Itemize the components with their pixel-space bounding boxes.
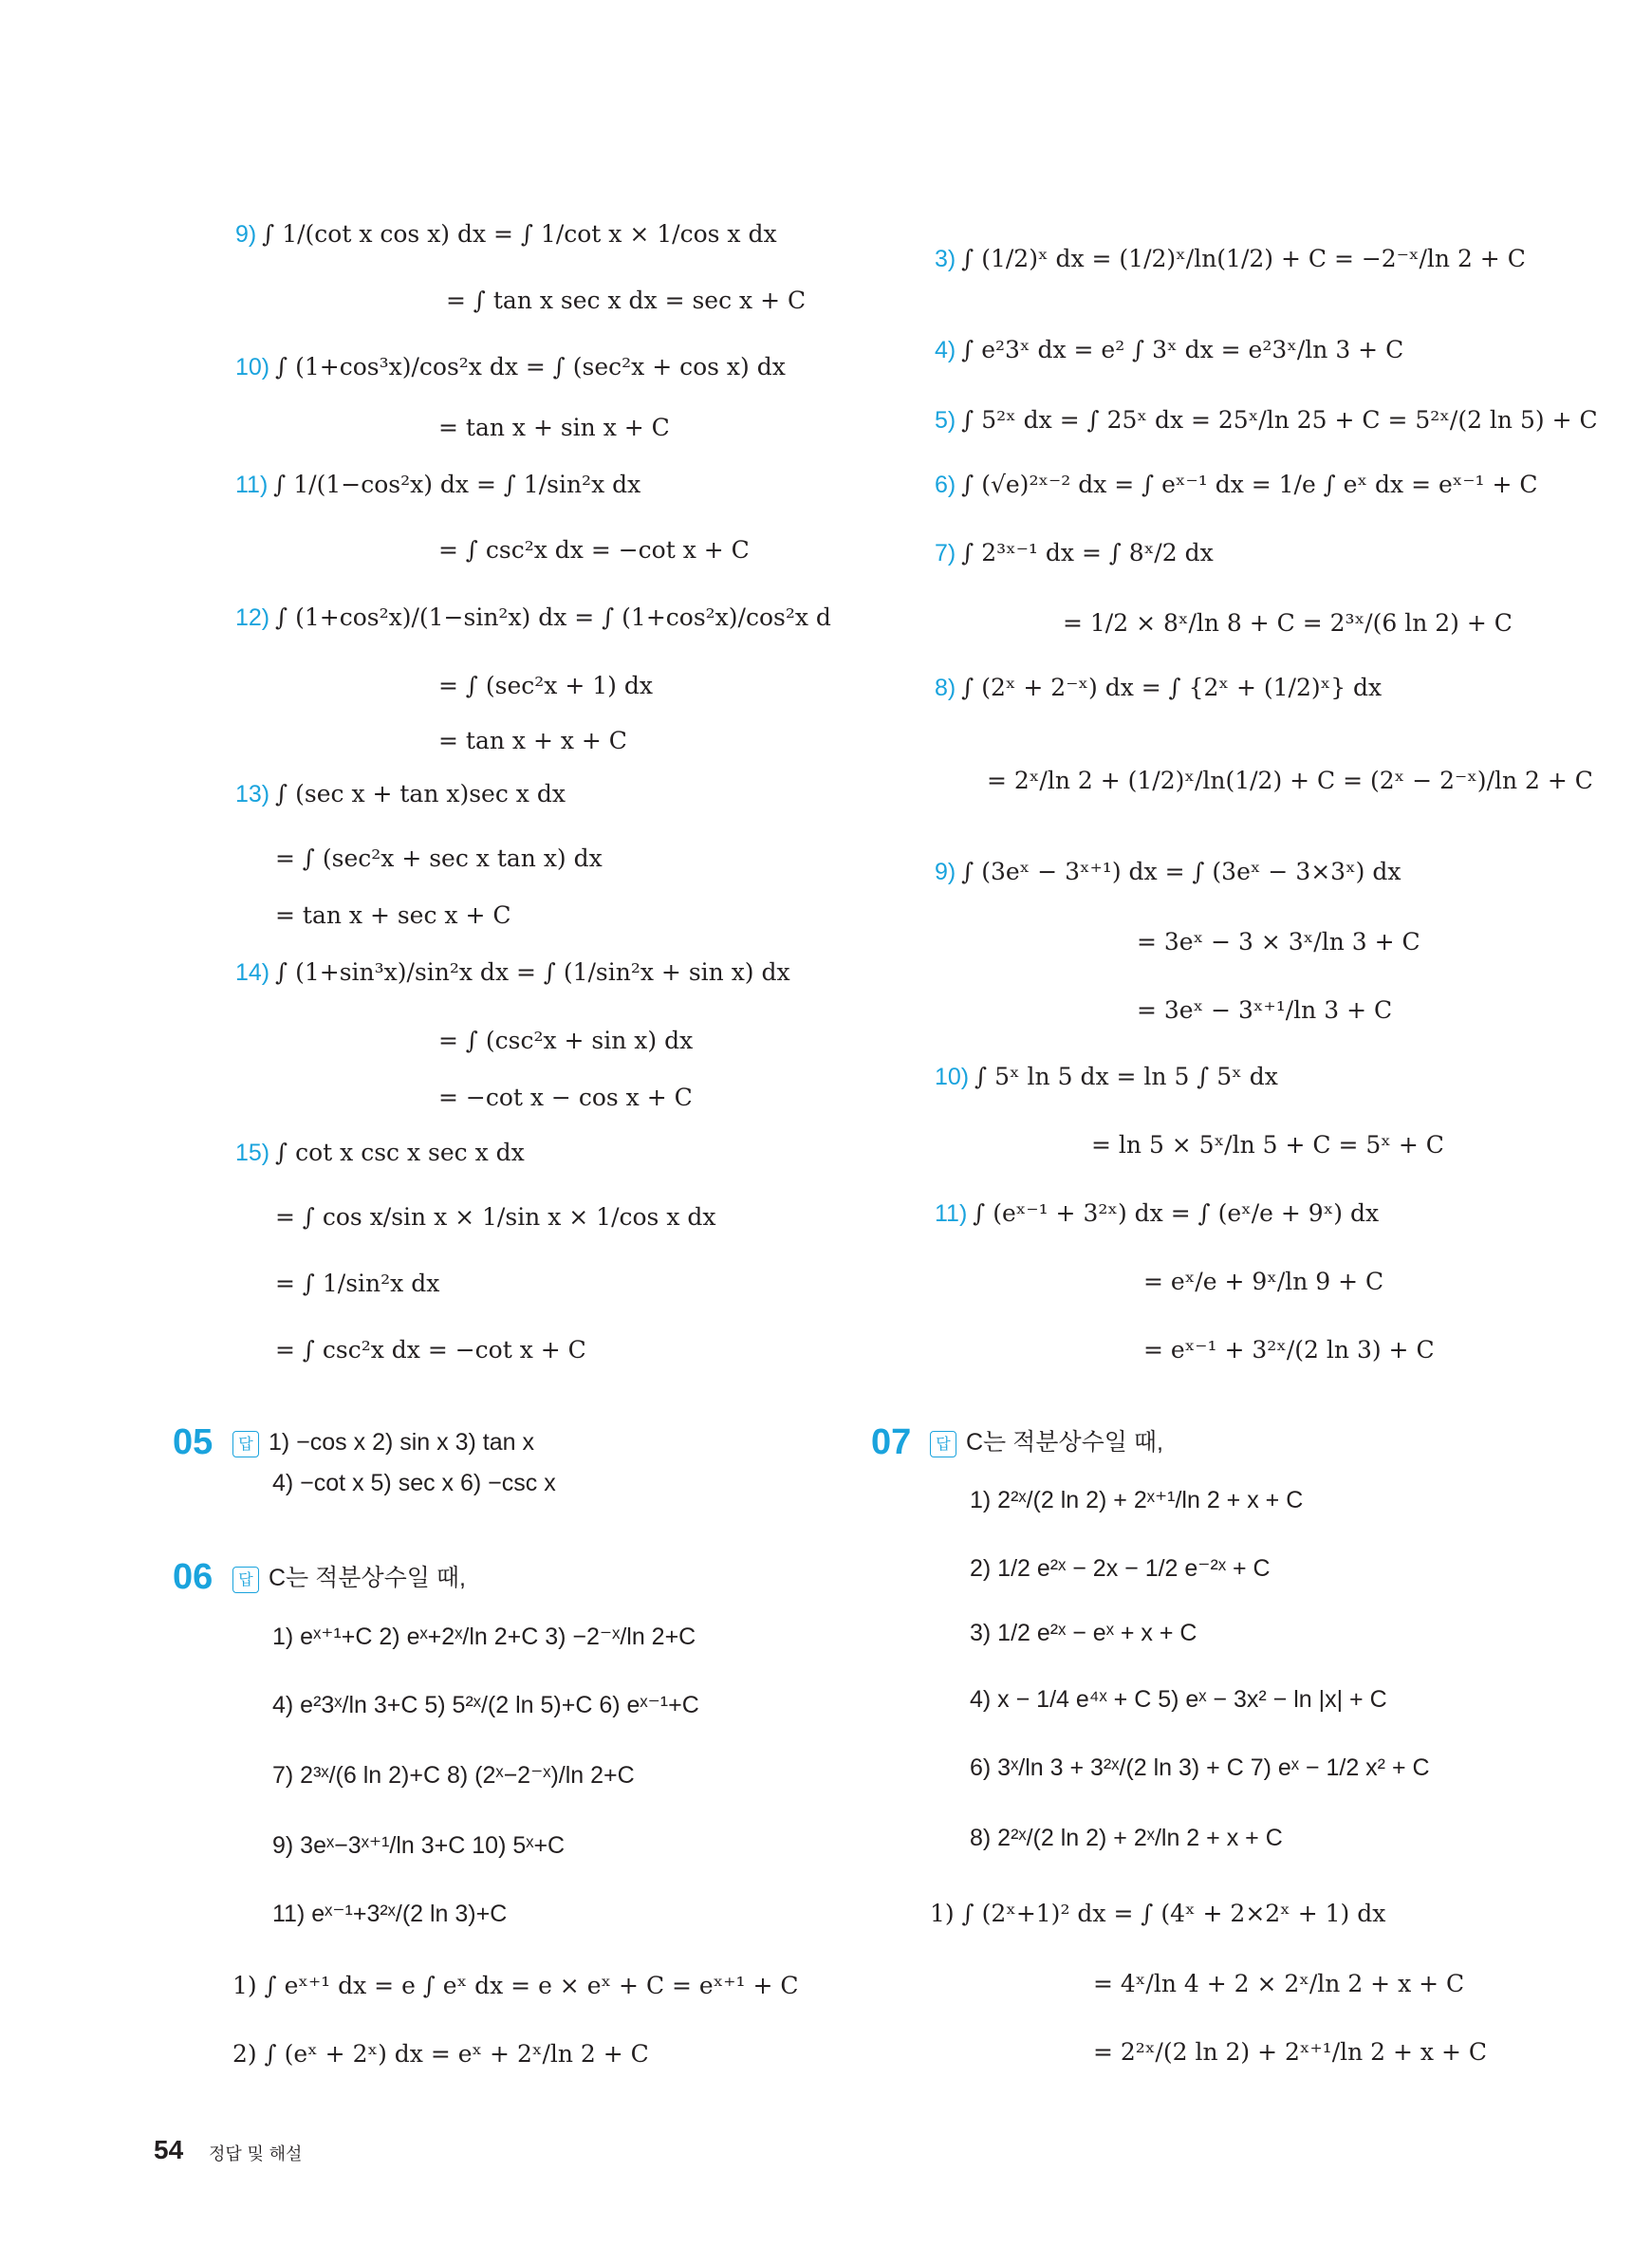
- section-number: 07: [871, 1422, 912, 1462]
- solution-line: = ∫ cos x/sin x × 1/sin x × 1/cos x dx: [275, 1203, 716, 1231]
- answer-line: 6) 3ˣ/ln 3 + 3²ˣ/(2 ln 3) + C 7) eˣ − 1/2 x² + C: [970, 1754, 1430, 1781]
- solution-line: = ∫ (sec²x + sec x tan x) dx: [275, 844, 603, 872]
- solution-line: 11) ∫ (eˣ⁻¹ + 3²ˣ) dx = ∫ (eˣ/e + 9ˣ) dx: [935, 1199, 1380, 1227]
- solution-line: = 1/2 × 8ˣ/ln 8 + C = 2³ˣ/(6 ln 2) + C: [1063, 609, 1513, 637]
- solution-line: 8) ∫ (2ˣ + 2⁻ˣ) dx = ∫ {2ˣ + (1/2)ˣ} dx: [935, 674, 1383, 701]
- solution-line: 9) ∫ (3eˣ − 3ˣ⁺¹) dx = ∫ (3eˣ − 3×3ˣ) dx: [935, 858, 1401, 885]
- section-number: 05: [173, 1422, 213, 1462]
- section-intro: 답 C는 적분상수일 때,: [930, 1428, 1163, 1457]
- solution-line: 2) ∫ (eˣ + 2ˣ) dx = eˣ + 2ˣ/ln 2 + C: [232, 2040, 649, 2068]
- solution-line: 10) ∫ 5ˣ ln 5 dx = ln 5 ∫ 5ˣ dx: [935, 1063, 1278, 1090]
- solution-line: 11) ∫ 1/(1−cos²x) dx = ∫ 1/sin²x dx: [235, 471, 641, 498]
- solution-line: 10) ∫ (1+cos³x)/cos²x dx = ∫ (sec²x + cos x) dx: [235, 353, 786, 380]
- page-number: 54: [154, 2135, 184, 2164]
- solution-line: 14) ∫ (1+sin³x)/sin²x dx = ∫ (1/sin²x + sin x) dx: [235, 958, 790, 986]
- solution-line: = 2ˣ/ln 2 + (1/2)ˣ/ln(1/2) + C = (2ˣ − 2⁻ˣ)/ln 2 + C: [987, 767, 1593, 794]
- answer-badge: 답: [930, 1431, 956, 1457]
- answer-line: 1) eˣ⁺¹+C 2) eˣ+2ˣ/ln 2+C 3) −2⁻ˣ/ln 2+C: [272, 1624, 696, 1650]
- solution-line: 3) ∫ (1/2)ˣ dx = (1/2)ˣ/ln(1/2) + C = −2⁻ˣ/ln 2 + C: [935, 245, 1526, 272]
- answer-line: 9) 3eˣ−3ˣ⁺¹/ln 3+C 10) 5ˣ+C: [272, 1832, 566, 1859]
- solution-line: = −cot x − cos x + C: [438, 1084, 693, 1111]
- footer-label: 정답 및 해설: [209, 2144, 303, 2164]
- solution-line: 7) ∫ 2³ˣ⁻¹ dx = ∫ 8ˣ/2 dx: [935, 539, 1214, 566]
- answer-line: 3) 1/2 e²ˣ − eˣ + x + C: [970, 1620, 1197, 1646]
- answer-badge: 답: [232, 1431, 259, 1457]
- solution-line: = 3eˣ − 3 × 3ˣ/ln 3 + C: [1137, 928, 1420, 956]
- solution-line: 12) ∫ (1+cos²x)/(1−sin²x) dx = ∫ (1+cos²x)/cos²x d: [235, 603, 831, 631]
- solution-line: = tan x + x + C: [438, 727, 627, 754]
- solution-line: 9) ∫ 1/(cot x cos x) dx = ∫ 1/cot x × 1/cos x dx: [235, 220, 777, 248]
- solution-line: = tan x + sin x + C: [438, 414, 670, 441]
- solution-line: 4) ∫ e²3ˣ dx = e² ∫ 3ˣ dx = e²3ˣ/ln 3 + C: [935, 336, 1404, 363]
- solution-line: = 4ˣ/ln 4 + 2 × 2ˣ/ln 2 + x + C: [1093, 1970, 1465, 1997]
- answer-line: 11) eˣ⁻¹+3²ˣ/(2 ln 3)+C: [272, 1901, 508, 1927]
- answer-line: 2) 1/2 e²ˣ − 2x − 1/2 e⁻²ˣ + C: [970, 1555, 1271, 1582]
- section-number: 06: [173, 1557, 213, 1597]
- solution-line: = ln 5 × 5ˣ/ln 5 + C = 5ˣ + C: [1091, 1131, 1444, 1159]
- solution-line: = ∫ tan x sec x dx = sec x + C: [446, 287, 807, 314]
- answer-line: 4) x − 1/4 e⁴ˣ + C 5) eˣ − 3x² − ln |x| + C: [970, 1686, 1387, 1713]
- answer-line: 1) 2²ˣ/(2 ln 2) + 2ˣ⁺¹/ln 2 + x + C: [970, 1487, 1304, 1513]
- solution-line: 6) ∫ (√e)²ˣ⁻² dx = ∫ eˣ⁻¹ dx = 1/e ∫ eˣ dx = eˣ⁻¹ + C: [935, 471, 1538, 498]
- solution-line: 1) ∫ eˣ⁺¹ dx = e ∫ eˣ dx = e × eˣ + C = eˣ⁺¹ + C: [232, 1972, 799, 1999]
- solution-line: = 2²ˣ/(2 ln 2) + 2ˣ⁺¹/ln 2 + x + C: [1093, 2038, 1487, 2066]
- answer-line: 답 1) −cos x 2) sin x 3) tan x: [232, 1428, 534, 1457]
- answer-line: 4) −cot x 5) sec x 6) −csc x: [272, 1470, 556, 1496]
- solution-line: = ∫ 1/sin²x dx: [275, 1270, 440, 1297]
- section-intro: 답 C는 적분상수일 때,: [232, 1564, 466, 1593]
- solution-line: = eˣ/e + 9ˣ/ln 9 + C: [1143, 1268, 1384, 1295]
- solution-line: = ∫ (csc²x + sin x) dx: [438, 1027, 694, 1054]
- solution-line: 13) ∫ (sec x + tan x)sec x dx: [235, 780, 566, 807]
- answer-line: 8) 2²ˣ/(2 ln 2) + 2ˣ/ln 2 + x + C: [970, 1825, 1283, 1851]
- solution-line: = ∫ (sec²x + 1) dx: [438, 672, 653, 699]
- solution-line: = 3eˣ − 3ˣ⁺¹/ln 3 + C: [1137, 996, 1393, 1024]
- solution-line: = tan x + sec x + C: [275, 901, 511, 929]
- answer-line: 7) 2³ˣ/(6 ln 2)+C 8) (2ˣ−2⁻ˣ)/ln 2+C: [272, 1762, 635, 1789]
- solution-line: 1) ∫ (2ˣ+1)² dx = ∫ (4ˣ + 2×2ˣ + 1) dx: [930, 1900, 1386, 1927]
- solution-line: = ∫ csc²x dx = −cot x + C: [438, 536, 750, 564]
- answer-line: 4) e²3ˣ/ln 3+C 5) 5²ˣ/(2 ln 5)+C 6) eˣ⁻¹+C: [272, 1692, 699, 1718]
- solution-line: = eˣ⁻¹ + 3²ˣ/(2 ln 3) + C: [1143, 1336, 1435, 1364]
- solution-line: 15) ∫ cot x csc x sec x dx: [235, 1139, 525, 1166]
- solution-line: = ∫ csc²x dx = −cot x + C: [275, 1336, 586, 1364]
- answer-badge: 답: [232, 1567, 259, 1593]
- solution-line: 5) ∫ 5²ˣ dx = ∫ 25ˣ dx = 25ˣ/ln 25 + C = 5²ˣ/(2 ln 5) + C: [935, 406, 1598, 434]
